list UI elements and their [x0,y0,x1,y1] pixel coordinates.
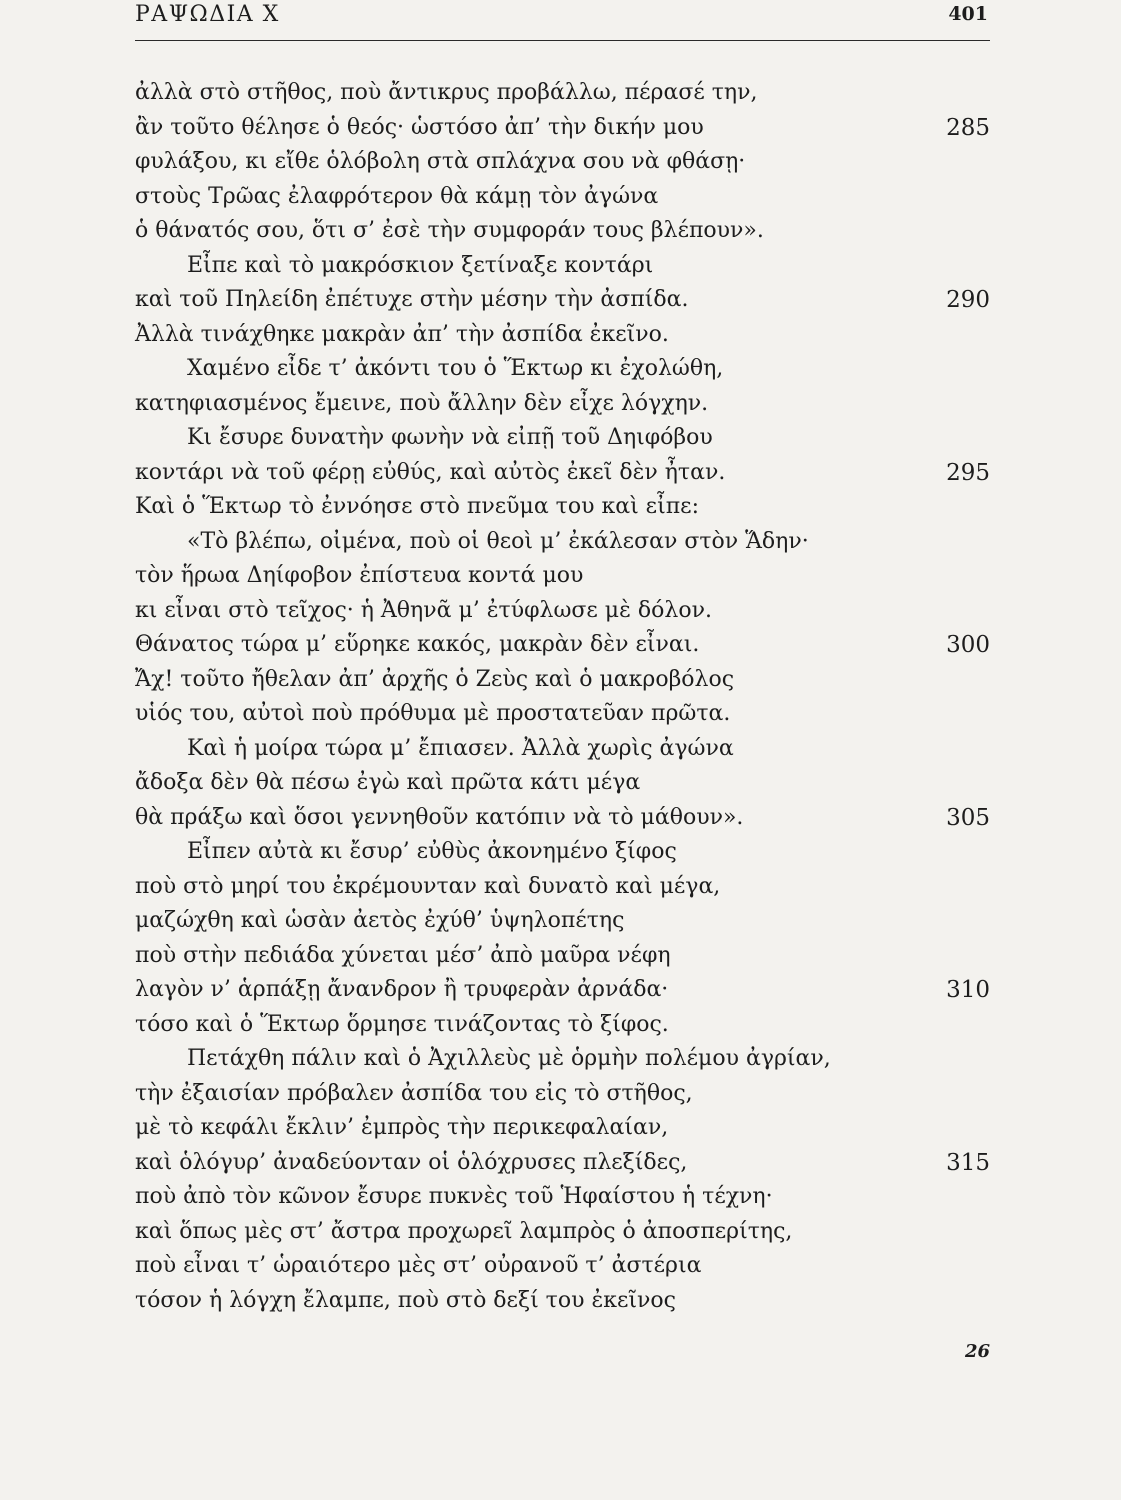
verse-line [135,904,990,939]
verse-line [135,870,990,905]
poem-text [135,76,990,1318]
verse-line [135,145,990,180]
verse-text: λαγὸν ν’ ἁρπάξῃ ἄνανδρον ἢ τρυφερὰν ἀρνάδα· [135,977,669,1002]
verse-text: Χαμένο εἶδε τ’ ἀκόντι του ὁ Ἕκτωρ κι ἐχολώθη, [187,356,724,381]
verse-line [135,525,990,560]
verse-line [135,352,990,387]
verse-line [135,318,990,353]
verse-text: καὶ ὁλόγυρ’ ἀναδεύονταν οἱ ὁλόχρυσες πλεξίδες, [135,1149,688,1175]
verse-text: ποὺ εἶναι τ’ ὡραιότερο μὲς στ’ οὐρανοῦ τ’ ἀστέρια [135,1253,702,1278]
verse-text: στοὺς Τρῶας ἐλαφρότερον θὰ κάμῃ τὸν ἀγώνα [135,183,659,209]
verse-text: τὴν ἐξαισίαν πρόβαλεν ἀσπίδα του εἰς τὸ στῆθος, [135,1080,693,1106]
verse-line [135,76,990,111]
verse-line [135,421,990,456]
verse-text: Κι ἔσυρε δυνατὴν φωνὴν νὰ εἰπῇ τοῦ Δηιφόβου [187,425,713,450]
verse-text: ὁ θάνατός σου, ὅτι σ’ ἐσὲ τὴν συμφοράν τους βλέπουν». [135,218,764,243]
verse-text: μὲ τὸ κεφάλι ἔκλιν’ ἐμπρὸς τὴν περικεφαλαίαν, [135,1115,669,1140]
verse-text: φυλάξου, κι εἴθε ὁλόβολη στὰ σπλάχνα σου νὰ φθάσῃ· [135,149,746,174]
printer-signature-mark: 26 [964,1341,990,1362]
verse-text: μαζώχθη καὶ ὡσὰν ἀετὸς ἐχύθ’ ὑψηλοπέτης [135,908,625,933]
verse-text: τόσον ἡ λόγχη ἔλαμπε, ποὺ στὸ δεξί του ἐκεῖνος [135,1287,676,1313]
line-number: 285 [946,114,990,141]
verse-text: ἂν τοῦτο θέλησε ὁ θεός· ὡστόσο ἀπ’ τὴν δικήν μου [135,114,704,140]
line-number: 300 [946,632,990,658]
verse-text: ἄδοξα δὲν θὰ πέσω ἐγὼ καὶ πρῶτα κάτι μέγα [135,770,641,795]
verse-text: ἀλλὰ στὸ στῆθος, ποὺ ἄντικρυς προβάλλω, πέρασέ την, [135,80,758,105]
verse-line [135,180,990,215]
verse-line [135,1215,990,1250]
page-header [135,0,990,41]
verse-line [135,697,990,732]
verse-line [135,732,990,767]
verse-line [135,1249,990,1284]
verse-line [135,249,990,284]
verse-text: Εἶπε καὶ τὸ μακρόσκιον ξετίναξε κοντάρι [187,252,654,278]
verse-text: θὰ πράξω καὶ ὅσοι γεννηθοῦν κατόπιν νὰ τὸ μάθουν». [135,804,744,830]
verse-line [135,1077,990,1112]
verse-line [135,1111,990,1146]
verse-text: Ἀλλὰ τινάχθηκε μακρὰν ἀπ’ τὴν ἀσπίδα ἐκεῖνο. [135,321,669,347]
verse-line [135,1042,990,1077]
verse-line [135,835,990,870]
line-number: 290 [946,287,990,313]
verse-text: καὶ ὅπως μὲς στ’ ἄστρα προχωρεῖ λαμπρὸς ὁ ἀποσπερίτης, [135,1218,793,1244]
verse-text: κι εἶναι στὸ τεῖχος· ἡ Ἀθηνᾶ μ’ ἐτύφλωσε μὲ δόλον. [135,597,712,623]
verse-text: Θάνατος τώρα μ’ εὕρηκε κακός, μακρὰν δὲν εἶναι. [135,632,700,657]
verse-line [135,283,990,318]
verse-text: υἱός του, αὐτοὶ ποὺ πρόθυμα μὲ προστατεῦαν πρῶτα. [135,701,731,726]
verse-text: ποὺ στὴν πεδιάδα χύνεται μέσ’ ἀπὸ μαῦρα νέφη [135,942,671,968]
verse-text: Εἶπεν αὐτὰ κι ἔσυρ’ εὐθὺς ἀκονημένο ξίφος [187,839,677,864]
verse-text: τὸν ἥρωα Δηίφοβον ἐπίστευα κοντά μου [135,563,584,588]
verse-text: τόσο καὶ ὁ Ἕκτωρ ὅρμησε τινάζοντας τὸ ξίφος. [135,1011,669,1037]
verse-line [135,628,990,663]
verse-line [135,1284,990,1319]
verse-text: Καὶ ἡ μοίρα τώρα μ’ ἔπιασεν. Ἀλλὰ χωρὶς ἀγώνα [187,735,734,761]
verse-text: καὶ τοῦ Πηλείδη ἐπέτυχε στὴν μέσην τὴν ἀσπίδα. [135,287,689,312]
page-number: 401 [948,3,988,25]
verse-text: ποὺ ἀπὸ τὸν κῶνον ἔσυρε πυκνὲς τοῦ Ἡφαίστου ἡ τέχνη· [135,1184,773,1209]
verse-line [135,766,990,801]
verse-line [135,939,990,974]
verse-line [135,594,990,629]
verse-line [135,387,990,422]
verse-line [135,111,990,146]
verse-text: Πετάχθη πάλιν καὶ ὁ Ἀχιλλεὺς μὲ ὁρμὴν πολέμου ἀγρίαν, [187,1046,831,1071]
verse-line [135,456,990,491]
verse-text: Καὶ ὁ Ἕκτωρ τὸ ἐννόησε στὸ πνεῦμα του καὶ εἶπε: [135,494,699,519]
verse-line [135,1146,990,1181]
line-number: 295 [946,459,990,486]
line-number: 305 [946,804,990,831]
verse-line [135,490,990,525]
verse-line [135,214,990,249]
verse-text: κοντάρι νὰ τοῦ φέρῃ εὐθύς, καὶ αὐτὸς ἐκεῖ δὲν ἦταν. [135,459,726,485]
verse-line [135,663,990,698]
verse-text: κατηφιασμένος ἔμεινε, ποὺ ἄλλην δὲν εἶχε λόγχην. [135,390,709,416]
verse-text: ποὺ στὸ μηρί του ἐκρέμουνταν καὶ δυνατὸ καὶ μέγα, [135,873,721,899]
verse-text: Ἄχ! τοῦτο ἤθελαν ἀπ’ ἀρχῆς ὁ Ζεὺς καὶ ὁ μακροβόλος [135,666,735,692]
verse-line [135,559,990,594]
verse-line [135,1180,990,1215]
verse-line [135,801,990,836]
line-number: 310 [946,977,990,1003]
running-head: ΡΑΨΩΔΙΑ Χ [135,2,280,27]
line-number: 315 [946,1149,990,1176]
verse-text: «Τὸ βλέπω, οἰμένα, ποὺ οἱ θεοὶ μ’ ἐκάλεσαν στὸν Ἅδην· [187,528,809,554]
verse-line [135,1008,990,1043]
verse-line [135,973,990,1008]
